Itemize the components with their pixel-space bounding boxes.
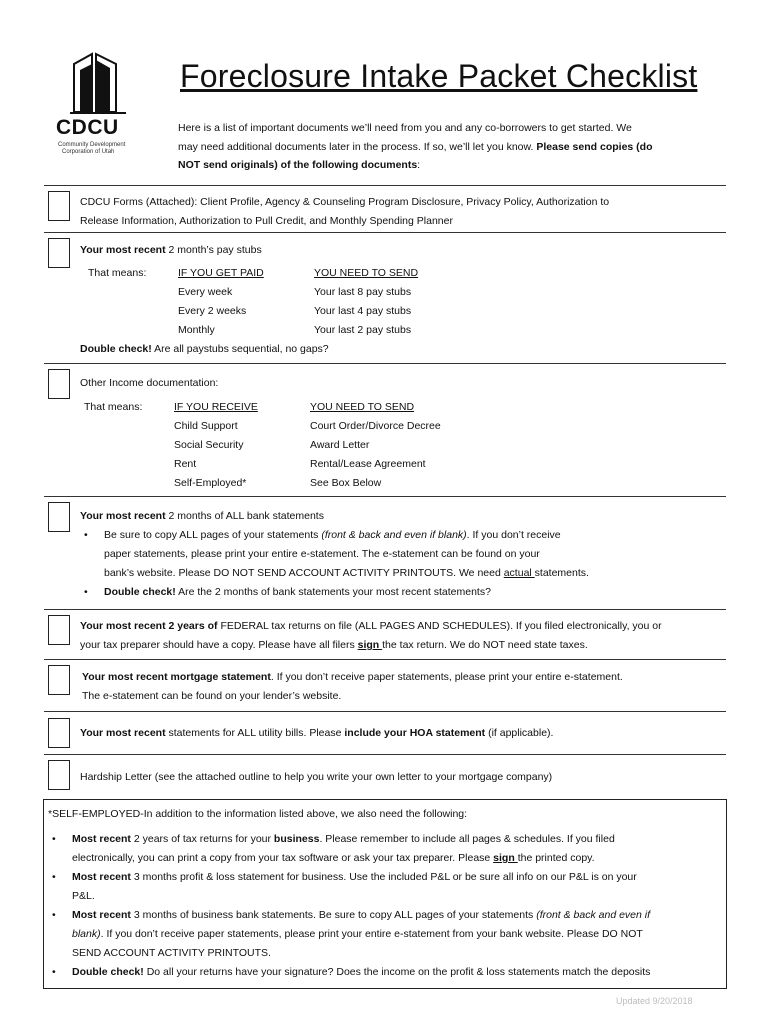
col-header: YOU NEED TO SEND (310, 401, 415, 413)
bank-b1-line1 (104, 526, 720, 545)
table-cell: See Box Below (310, 477, 382, 489)
page-title: Foreclosure Intake Packet Checklist (180, 58, 698, 94)
list-item (48, 906, 720, 963)
text: the tax return. We do NOT need state taxes. (382, 639, 588, 651)
bank-lead-rest: 2 months of ALL bank statements (165, 510, 324, 522)
intro-paragraph (178, 119, 718, 175)
bank-b1-line3 (104, 564, 720, 583)
self-employed-section (48, 805, 720, 982)
table-cell: Your last 8 pay stubs (314, 286, 412, 298)
table-cell: Rent (174, 458, 197, 470)
bold-text: Most recent (72, 909, 131, 921)
paystubs-lead (80, 241, 262, 260)
paystubs-col-send (314, 264, 418, 340)
table-cell: Your last 4 pay stubs (314, 305, 412, 317)
text: . If you don’t receive paper statements, please print your entire e-statement. (270, 671, 623, 683)
income-lead: Other Income documentation: (80, 377, 219, 389)
text: your tax preparer should have a copy. Please have all filers (80, 639, 358, 651)
text: (if applicable). (485, 727, 554, 739)
tax-line-2 (80, 636, 662, 655)
text: . Please remember to include all pages & schedules. If you filed (319, 833, 615, 845)
text: bank’s website. Please DO NOT SEND ACCOUNT ACTIVITY PRINTOUTS. We need (104, 567, 504, 579)
mortgage-line-1 (82, 668, 623, 687)
bold-text: Most recent (72, 871, 131, 883)
checkbox-tax[interactable] (48, 615, 70, 645)
self-employed-heading: *SELF-EMPLOYED-In addition to the information listed above, we also need the following: (48, 808, 468, 820)
list-item (80, 526, 720, 583)
underlined-text: sign (493, 852, 518, 864)
table-cell: Your last 2 pay stubs (314, 324, 412, 336)
table-cell: Social Security (174, 439, 244, 451)
checkbox-income[interactable] (48, 369, 70, 399)
self-employed-bullets (48, 830, 720, 982)
mortgage-line-2: The e-statement can be found on your lender’s website. (82, 690, 342, 702)
text: . If you don’t receive (466, 529, 561, 541)
table-cell: Self-Employed* (174, 477, 247, 489)
text: . If you don’t receive paper statements, please print your entire e-statement from your bank website. Please DO NOT (100, 928, 643, 940)
divider (44, 711, 726, 712)
divider (44, 609, 726, 610)
divider (44, 659, 726, 660)
self-i3-line3: SEND ACCOUNT ACTIVITY PRINTOUTS. (72, 947, 271, 959)
self-i2-line1 (72, 868, 720, 887)
text: 3 months profit & loss statement for business. Use the included P&L or be sure all info on our P&L is on your (130, 871, 637, 883)
divider (44, 754, 726, 755)
checkbox-mortgage[interactable] (48, 665, 70, 695)
means-label: That means: (84, 401, 143, 413)
hardship-text: Hardship Letter (see the attached outline to help you write your own letter to your mortgage company) (80, 771, 553, 783)
checkbox-paystubs[interactable] (48, 238, 70, 268)
paystubs-lead-rest: 2 month’s pay stubs (165, 244, 262, 256)
building-icon (70, 50, 130, 116)
italic-text: (front & back and even if (536, 909, 651, 921)
intro-emphasis: Please send copies (do (536, 140, 653, 153)
cdcu-logo (56, 50, 136, 160)
income-col-receive (174, 398, 258, 493)
table-cell: Court Order/Divorce Decree (310, 420, 441, 432)
utility-bold: include your HOA statement (344, 727, 486, 739)
col-header: YOU NEED TO SEND (314, 267, 419, 279)
intro-line-2 (178, 138, 718, 157)
text: 2 years of tax returns for your (130, 833, 274, 845)
forms-line-2: Release Information, Authorization to Pull Credit, and Monthly Spending Planner (80, 215, 453, 227)
double-check-label: Double check! (80, 343, 152, 355)
logo-subtitle-1: Community Development (58, 142, 126, 148)
text: the printed copy. (517, 852, 595, 864)
text: Be sure to copy ALL pages of your statements (104, 529, 322, 541)
checkbox-bank[interactable] (48, 502, 70, 532)
checkbox-hardship[interactable] (48, 760, 70, 790)
paystubs-lead-bold: Your most recent (80, 244, 166, 256)
text: electronically, you can print a copy from your tax software or ask your tax preparer. Please (72, 852, 494, 864)
intro-text: : (417, 159, 421, 171)
bank-lead (80, 507, 720, 526)
self-i1-line1 (72, 830, 720, 849)
utility-text (80, 724, 553, 743)
divider (44, 185, 726, 186)
col-header: IF YOU RECEIVE (174, 401, 258, 413)
italic-text: blank) (72, 928, 101, 940)
forms-line-1: CDCU Forms (Attached): Client Profile, Agency & Counseling Program Disclosure, Privacy Policy, Authorization to (80, 196, 610, 208)
col-header: IF YOU GET PAID (178, 267, 264, 279)
table-cell: Award Letter (310, 439, 370, 451)
table-cell: Every week (178, 286, 233, 298)
self-i3-line1 (72, 906, 720, 925)
intro-text: may need additional documents later in the process. If so, we’ll let you know. (178, 140, 537, 153)
bank-section (80, 507, 720, 602)
bold-text: business (273, 833, 320, 845)
table-cell: Every 2 weeks (178, 305, 247, 317)
checkbox-forms[interactable] (48, 191, 70, 221)
italic-text: (front & back and even if blank) (321, 529, 467, 541)
double-check-text: Are all paystubs sequential, no gaps? (151, 343, 329, 355)
text: statements. (534, 567, 589, 579)
logo-acronym: CDCU (56, 116, 119, 139)
table-cell: Monthly (178, 324, 215, 336)
tax-lead-bold: Your most recent 2 years of (80, 620, 218, 632)
updated-date: Updated 9/20/2018 (616, 996, 693, 1006)
underlined-text: actual (503, 567, 535, 579)
mortgage-text (82, 668, 623, 706)
text: statements for ALL utility bills. Please (165, 727, 345, 739)
divider (44, 496, 726, 497)
table-cell: Child Support (174, 420, 238, 432)
text: Are the 2 months of bank statements your most recent statements? (175, 586, 491, 598)
text: Do all your returns have your signature? Does the income on the profit & loss statements match the deposits (143, 966, 651, 978)
bold-text: Most recent (72, 833, 131, 845)
self-i2-line2: P&L. (72, 890, 95, 902)
forms-text (80, 193, 609, 231)
logo-subtitle-2: Corporation of Utah (62, 149, 115, 155)
income-col-send (310, 398, 441, 493)
paystubs-means-label (88, 264, 146, 283)
list-item (48, 868, 720, 906)
table-cell: Rental/Lease Agreement (310, 458, 426, 470)
bank-lead-bold: Your most recent (80, 510, 166, 522)
intro-line-3 (178, 156, 718, 175)
paystubs-double-check (80, 340, 329, 359)
means-label: That means: (88, 267, 147, 279)
intro-emphasis: NOT send originals) of the following documents (178, 159, 418, 171)
divider (44, 363, 726, 364)
bank-b1-line2: paper statements, please print your entire e-statement. The e-statement can be found on your (104, 548, 540, 560)
underlined-text: sign (357, 639, 383, 651)
tax-line-1 (80, 617, 662, 636)
double-check-label: Double check! (104, 586, 176, 598)
utility-lead-bold: Your most recent (80, 727, 166, 739)
self-i1-line2 (72, 849, 720, 868)
list-item (48, 830, 720, 868)
paystubs-col-paid (178, 264, 264, 340)
list-item (80, 583, 720, 602)
intro-line-1: Here is a list of important documents we’ll need from you and any co-borrowers to get started. We (178, 122, 632, 134)
divider (44, 232, 726, 233)
text: 3 months of business bank statements. Be sure to copy ALL pages of your statements (130, 909, 537, 921)
bank-bullets (80, 526, 720, 602)
checkbox-utility[interactable] (48, 718, 70, 748)
list-item (48, 963, 720, 982)
text: FEDERAL tax returns on file (ALL PAGES AND SCHEDULES). If you filed electronically, you or (217, 620, 662, 632)
tax-text (80, 617, 662, 655)
income-means-label (84, 398, 142, 417)
double-check-label: Double check! (72, 966, 144, 978)
self-i3-line2 (72, 925, 720, 944)
mortgage-lead-bold: Your most recent mortgage statement (82, 671, 271, 683)
